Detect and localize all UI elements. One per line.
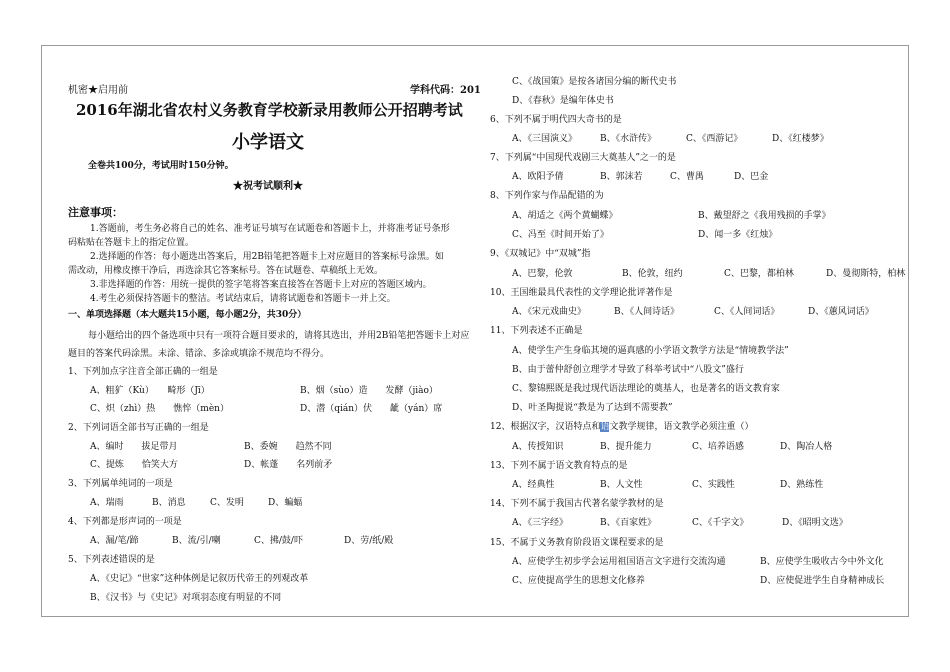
question-stem: 11、下列表述不正确是 <box>490 326 583 336</box>
option[interactable]: B、由于蕾仲舒创立理学才导致了科举考试中“八股文”盛行 <box>512 365 744 375</box>
option[interactable]: A、经典性 <box>512 480 555 490</box>
option[interactable]: C、曹禺 <box>670 172 704 182</box>
option[interactable]: A、瑞雨 <box>90 498 124 508</box>
option[interactable]: A、《三国演义》 <box>512 134 577 144</box>
option[interactable]: D、巴金 <box>734 172 769 182</box>
option[interactable]: D、应使促进学生自身精神成长 <box>760 576 885 586</box>
option[interactable]: B、《汉书》与《史记》对项羽态度有明显的不同 <box>90 593 282 603</box>
option[interactable]: A、粗犷（Kù） 畸形（Jī） <box>90 386 210 396</box>
option[interactable]: A、巴黎，伦敦 <box>512 269 573 279</box>
question-stem: 8、下列作家与作品配错的为 <box>490 191 604 201</box>
option[interactable]: A、《史记》“世家”这种体例是记叙历代帝王的列观改革 <box>90 574 309 584</box>
notes-line: 1.答题前，考生务必将自己的姓名、准考证号填写在试题卷和答题卡上，并将准考证号条形 <box>90 224 450 234</box>
subject-code-value: 201 <box>460 85 481 96</box>
question-stem <box>490 419 753 432</box>
option[interactable]: D、《蕙风词话》 <box>808 307 874 317</box>
option[interactable]: A、胡适之《两个黄蝴蝶》 <box>512 211 618 221</box>
question-stem-text: 12、根据汉字，汉语特点和 <box>490 422 601 432</box>
question-stem: 4、下列都是形声词的一项是 <box>68 517 182 527</box>
option[interactable]: D、帐蓬 名列前矛 <box>244 460 333 470</box>
option[interactable]: C、《人间词话》 <box>714 307 780 317</box>
option[interactable]: C、《战国策》是按各诸国分编的断代史书 <box>512 77 677 87</box>
question-stem: 7、下列属“中国现代戏剧三大奠基人”之一的是 <box>490 153 676 163</box>
question-stem: 1、下列加点字注音全部正确的一组是 <box>68 367 218 377</box>
notes-line: 4.考生必须保持答题卡的整洁。考试结束后，请将试题卷和答题卡一并上交。 <box>90 294 396 304</box>
option[interactable]: B、烟（sùo）造 发酵（jiào） <box>300 386 438 396</box>
exam-sheet <box>41 45 909 617</box>
option[interactable]: C、《千字文》 <box>692 518 749 528</box>
option[interactable]: B、《水浒传》 <box>600 134 657 144</box>
section-heading: 一、单项选择题（本大题共15小题，每小题2分，共30分） <box>68 310 307 320</box>
question-stem: 5、下列表述错误的是 <box>68 555 155 565</box>
option[interactable]: B、消息 <box>152 498 186 508</box>
option[interactable]: A、《宋元戏曲史》 <box>512 307 586 317</box>
option[interactable]: D、曼彻斯特，柏林 <box>826 269 906 279</box>
option[interactable]: C、提炼 恰笑大方 <box>90 460 178 470</box>
option[interactable]: A、《三字经》 <box>512 518 568 528</box>
option[interactable]: C、炽（zhì）热 憔悴（mèn） <box>90 404 229 414</box>
question-stem: 3、下列属单纯词的一项是 <box>68 479 173 489</box>
exam-title: 2016年湖北省农村义务教育学校新录用教师公开招聘考试 <box>76 101 463 119</box>
option[interactable]: B、应使学生吸收古今中外文化 <box>760 557 884 567</box>
option[interactable]: A、漏/笔/蹄 <box>90 536 139 546</box>
option[interactable]: D、熟练性 <box>780 480 824 490</box>
option[interactable]: D、《红楼梦》 <box>772 134 829 144</box>
option[interactable]: D、《春秋》是编年体史书 <box>512 96 614 106</box>
option[interactable]: C、发明 <box>210 498 244 508</box>
option[interactable]: C、拂/鼓/吓 <box>254 536 303 546</box>
option[interactable]: C、培养语感 <box>692 442 744 452</box>
option[interactable]: A、传授知识 <box>512 442 564 452</box>
option[interactable]: B、戴望舒之《我用残损的手掌》 <box>698 211 831 221</box>
option[interactable]: B、流/引/喇 <box>172 536 221 546</box>
option[interactable]: C、冯至《时间开始了》 <box>512 230 609 240</box>
notes-line: 2.选择题的作答：每小题选出答案后，用2B铅笔把答题卡上对应题目的答案标号涂黑。如 <box>90 252 444 262</box>
notes-line: 码粘贴在答题卡上的指定位置。 <box>68 238 195 248</box>
option[interactable]: B、提升能力 <box>600 442 652 452</box>
option[interactable]: B、郭沫若 <box>600 172 643 182</box>
section-intro: 每小题给出的四个备选项中只有一项符合题目要求的，请将其选出，并用2B铅笔把答题卡上对应 <box>88 331 470 341</box>
confidential-label: 机密★启用前 <box>68 85 128 96</box>
question-stem: 2、下列词语全部书写正确的一组是 <box>68 423 209 433</box>
good-luck-wish: ★祝考试顺利★ <box>233 181 303 192</box>
option[interactable]: A、编时 拔足带月 <box>90 442 178 452</box>
option[interactable]: D、劳/纸/殿 <box>344 536 394 546</box>
section-intro: 题目的答案代码涂黑。未涂、错涂、多涂或填涂不规范均不得分。 <box>68 349 330 359</box>
option[interactable]: A、应使学生初步学会运用祖国语言文字进行交流沟通 <box>512 557 726 567</box>
question-stem-text: 文教学规律，语文教学必须注重（） <box>609 422 754 432</box>
notes-line: 3.非选择题的作答：用统一提供的签字笔将答案直接答在答题卡上对应的答题区域内。 <box>90 280 432 290</box>
option[interactable]: D、《昭明文选》 <box>782 518 848 528</box>
selection-highlight: 语 <box>600 422 610 432</box>
option[interactable]: B、《百家姓》 <box>600 518 657 528</box>
question-stem: 13、下列不属于语文教育特点的是 <box>490 461 628 471</box>
question-stem: 9、《双城记》中“双城”指 <box>490 249 591 259</box>
option[interactable]: C、黎锦熙既是我过现代语法理论的奠基人，也是著名的语文教育家 <box>512 384 780 394</box>
subject-code <box>410 81 481 96</box>
question-stem: 14、下列不属于我国古代著名蒙学教材的是 <box>490 499 664 509</box>
question-stem: 10、王国维最具代表性的文学理论批评著作是 <box>490 288 673 298</box>
subject-code-label: 学科代码： <box>410 85 460 96</box>
option[interactable]: D、闻一多《红烛》 <box>698 230 778 240</box>
option[interactable]: D、蝙蝠 <box>268 498 303 508</box>
option[interactable]: D、陶冶人格 <box>780 442 833 452</box>
notes-heading: 注意事项： <box>68 206 123 219</box>
option[interactable]: A、使学生产生身临其境的逼真感的小学语文教学方法是“情境教学法” <box>512 346 789 356</box>
option[interactable]: D、叶圣陶提说“教是为了达到不需要教” <box>512 403 673 413</box>
option[interactable]: B、委婉 趋然不同 <box>244 442 332 452</box>
option[interactable]: C、《西游记》 <box>686 134 743 144</box>
option[interactable]: B、伦敦，纽约 <box>622 269 683 279</box>
question-stem: 6、下列不属于明代四大奇书的是 <box>490 115 622 125</box>
score-info: 全卷共100分，考试用时150分钟。 <box>88 161 234 171</box>
option[interactable]: D、潜（qián）伏 龇（yán）席 <box>300 404 443 414</box>
subject-name: 小学语文 <box>232 132 304 153</box>
option[interactable]: C、应使提高学生的思想文化修养 <box>512 576 645 586</box>
option[interactable]: B、人文性 <box>600 480 643 490</box>
question-stem: 15、不属于义务教育阶段语文课程要求的是 <box>490 538 664 548</box>
option[interactable]: C、实践性 <box>692 480 735 490</box>
option[interactable]: A、欧阳予倩 <box>512 172 564 182</box>
notes-line: 需改动，用橡皮擦干净后，再选涂其它答案标号。答在试题卷、草稿纸上无效。 <box>68 266 384 276</box>
option[interactable]: B、《人间诗话》 <box>614 307 680 317</box>
option[interactable]: C、巴黎，都柏林 <box>724 269 794 279</box>
